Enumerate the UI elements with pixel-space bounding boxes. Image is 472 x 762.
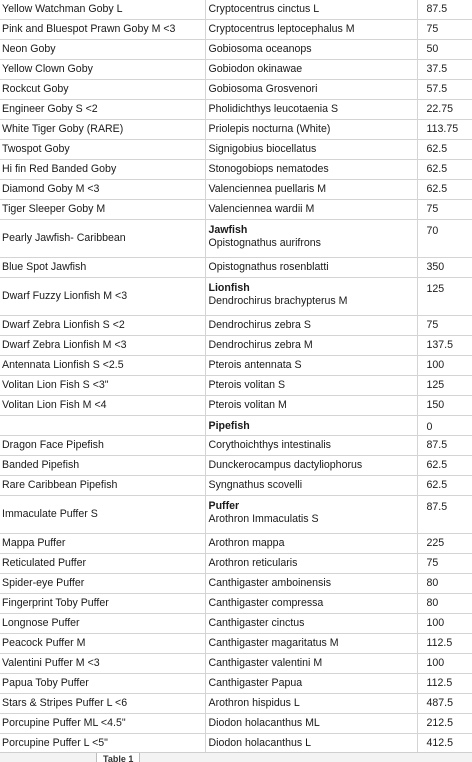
common-name-cell[interactable]: Pink and Bluespot Prawn Goby M <3 (0, 19, 205, 39)
table-row (0, 673, 472, 693)
scientific-name-cell[interactable]: Canthigaster compressa (205, 593, 417, 613)
common-name-cell[interactable]: Dwarf Fuzzy Lionfish M <3 (0, 277, 205, 315)
price-cell[interactable]: 487.5 (417, 693, 472, 713)
scientific-name-cell[interactable]: Pterois antennata S (205, 355, 417, 375)
table-row (0, 693, 472, 713)
common-name-cell[interactable]: Twospot Goby (0, 139, 205, 159)
common-name-cell[interactable]: Neon Goby (0, 39, 205, 59)
table-row (0, 277, 472, 315)
common-name-cell[interactable]: Mappa Puffer (0, 533, 205, 553)
table-row (0, 179, 472, 199)
price-cell[interactable]: 62.5 (417, 475, 472, 495)
table-row (0, 59, 472, 79)
price-cell[interactable]: 37.5 (417, 59, 472, 79)
price-cell[interactable]: 100 (417, 355, 472, 375)
table-row (0, 533, 472, 553)
table-row (0, 553, 472, 573)
price-cell[interactable]: 225 (417, 533, 472, 553)
common-name-cell[interactable]: Porcupine Puffer ML <4.5" (0, 713, 205, 733)
price-cell[interactable]: 87.5 (417, 0, 472, 19)
common-name-cell[interactable]: Blue Spot Jawfish (0, 257, 205, 277)
common-name-cell[interactable]: Pearly Jawfish- Caribbean (0, 219, 205, 257)
group-heading: Jawfish (208, 223, 248, 236)
common-name-cell[interactable]: Dragon Face Pipefish (0, 435, 205, 455)
common-name-cell[interactable]: Engineer Goby S <2 (0, 99, 205, 119)
scientific-name: Arothron Immaculatis S (208, 512, 319, 525)
scientific-name: Opistognathus aurifrons (208, 236, 321, 249)
price-cell[interactable]: 87.5 (417, 435, 472, 455)
price-cell[interactable]: 75 (417, 553, 472, 573)
common-name-cell[interactable]: Yellow Watchman Goby L (0, 0, 205, 19)
table-row (0, 633, 472, 653)
scientific-name-cell[interactable] (205, 415, 417, 435)
table-row (0, 613, 472, 633)
scientific-name-cell[interactable]: Canthigaster Papua (205, 673, 417, 693)
common-name-cell[interactable]: Porcupine Puffer L <5" (0, 733, 205, 753)
scientific-name-cell[interactable]: Gobiosoma oceanops (205, 39, 417, 59)
price-cell[interactable]: 412.5 (417, 733, 472, 753)
price-cell[interactable]: 75 (417, 199, 472, 219)
table-row (0, 415, 472, 435)
scientific-name-cell[interactable]: Canthigaster amboinensis (205, 573, 417, 593)
common-name-cell[interactable]: Reticulated Puffer (0, 553, 205, 573)
price-cell[interactable]: 350 (417, 257, 472, 277)
price-cell[interactable]: 70 (417, 219, 472, 257)
scientific-name: Dendrochirus brachypterus M (208, 294, 348, 307)
scientific-name-cell[interactable]: Corythoichthys intestinalis (205, 435, 417, 455)
scientific-name-cell[interactable]: Canthigaster valentini M (205, 653, 417, 673)
scientific-name-cell[interactable]: Gobiodon okinawae (205, 59, 417, 79)
price-cell[interactable]: 80 (417, 593, 472, 613)
group-heading: Puffer (208, 499, 240, 512)
table-row (0, 455, 472, 475)
price-cell[interactable]: 112.5 (417, 633, 472, 653)
common-name-cell[interactable]: Dwarf Zebra Lionfish S <2 (0, 315, 205, 335)
table-row (0, 395, 472, 415)
common-name-cell[interactable]: Banded Pipefish (0, 455, 205, 475)
price-cell[interactable]: 22.75 (417, 99, 472, 119)
table-row (0, 475, 472, 495)
common-name-cell[interactable]: Fingerprint Toby Puffer (0, 593, 205, 613)
table-row (0, 99, 472, 119)
scientific-name-cell[interactable]: Gobiosoma Grosvenori (205, 79, 417, 99)
price-cell[interactable]: 112.5 (417, 673, 472, 693)
price-cell[interactable]: 0 (417, 415, 472, 435)
table-row (0, 315, 472, 335)
table-row (0, 39, 472, 59)
price-cell[interactable]: 137.5 (417, 335, 472, 355)
scientific-name-cell[interactable]: Stonogobiops nematodes (205, 159, 417, 179)
common-name-cell[interactable]: Spider-eye Puffer (0, 573, 205, 593)
common-name-cell[interactable]: Antennata Lionfish S <2.5 (0, 355, 205, 375)
price-cell[interactable]: 75 (417, 315, 472, 335)
scientific-name-cell[interactable]: Cryptocentrus cinctus L (205, 0, 417, 19)
scientific-name-cell[interactable]: Dendrochirus zebra S (205, 315, 417, 335)
scientific-name-cell[interactable]: Pholidichthys leucotaenia S (205, 99, 417, 119)
scientific-name-cell[interactable] (205, 277, 417, 315)
table-row (0, 355, 472, 375)
group-heading: Pipefish (208, 419, 250, 432)
table-row (0, 139, 472, 159)
price-cell[interactable]: 150 (417, 395, 472, 415)
table-row (0, 335, 472, 355)
common-name-cell[interactable]: Volitan Lion Fish S <3" (0, 375, 205, 395)
scientific-name-cell[interactable]: Dendrochirus zebra M (205, 335, 417, 355)
scientific-name-cell[interactable]: Signigobius biocellatus (205, 139, 417, 159)
scientific-name-cell[interactable]: Arothron hispidus L (205, 693, 417, 713)
table-row (0, 119, 472, 139)
scientific-name-cell[interactable]: Arothron reticularis (205, 553, 417, 573)
price-cell[interactable]: 62.5 (417, 139, 472, 159)
scientific-name-cell[interactable]: Syngnathus scovelli (205, 475, 417, 495)
table-row (0, 0, 472, 19)
price-cell[interactable]: 100 (417, 653, 472, 673)
sheet-tab-table-1[interactable]: Table 1 (96, 753, 140, 762)
scientific-name-cell[interactable]: Cryptocentrus leptocephalus M (205, 19, 417, 39)
common-name-cell[interactable]: Hi fin Red Banded Goby (0, 159, 205, 179)
scientific-name-cell[interactable]: Dunckerocampus dactyliophorus (205, 455, 417, 475)
group-heading: Lionfish (208, 281, 250, 294)
scientific-name-cell[interactable]: Arothron mappa (205, 533, 417, 553)
scientific-name-cell[interactable]: Valenciennea wardii M (205, 199, 417, 219)
scientific-name-cell[interactable]: Canthigaster cinctus (205, 613, 417, 633)
table-row (0, 199, 472, 219)
price-cell[interactable]: 57.5 (417, 79, 472, 99)
price-cell[interactable]: 62.5 (417, 455, 472, 475)
common-name-cell[interactable]: Longnose Puffer (0, 613, 205, 633)
scientific-name-cell[interactable] (205, 219, 417, 257)
common-name-cell[interactable]: Tiger Sleeper Goby M (0, 199, 205, 219)
scientific-name-cell[interactable]: Opistognathus rosenblatti (205, 257, 417, 277)
price-cell[interactable]: 62.5 (417, 159, 472, 179)
scientific-name-cell[interactable]: Pterois volitan M (205, 395, 417, 415)
scientific-name-cell[interactable]: Valenciennea puellaris M (205, 179, 417, 199)
common-name-cell[interactable]: Valentini Puffer M <3 (0, 653, 205, 673)
price-cell[interactable]: 100 (417, 613, 472, 633)
price-cell[interactable]: 75 (417, 19, 472, 39)
price-cell[interactable]: 125 (417, 375, 472, 395)
table-row (0, 713, 472, 733)
common-name-cell[interactable]: Papua Toby Puffer (0, 673, 205, 693)
scientific-name-cell[interactable]: Priolepis nocturna (White) (205, 119, 417, 139)
price-cell[interactable]: 212.5 (417, 713, 472, 733)
common-name-cell[interactable]: Rockcut Goby (0, 79, 205, 99)
table-row (0, 19, 472, 39)
price-cell[interactable]: 80 (417, 573, 472, 593)
table-row (0, 435, 472, 455)
common-name-cell[interactable] (0, 415, 205, 435)
table-row (0, 219, 472, 257)
table-row (0, 79, 472, 99)
common-name-cell[interactable]: Dwarf Zebra Lionfish M <3 (0, 335, 205, 355)
table-row (0, 159, 472, 179)
price-cell[interactable]: 87.5 (417, 495, 472, 533)
common-name-cell[interactable]: Yellow Clown Goby (0, 59, 205, 79)
table-row (0, 653, 472, 673)
table-row (0, 375, 472, 395)
price-cell[interactable]: 50 (417, 39, 472, 59)
table-row (0, 593, 472, 613)
common-name-cell[interactable]: Volitan Lion Fish M <4 (0, 395, 205, 415)
common-name-cell[interactable]: Stars & Stripes Puffer L <6 (0, 693, 205, 713)
table-row (0, 573, 472, 593)
common-name-cell[interactable]: Rare Caribbean Pipefish (0, 475, 205, 495)
common-name-cell[interactable]: Peacock Puffer M (0, 633, 205, 653)
scientific-name-cell[interactable]: Diodon holacanthus L (205, 733, 417, 753)
table-row (0, 733, 472, 753)
scientific-name-cell[interactable]: Canthigaster magaritatus M (205, 633, 417, 653)
scientific-name-cell[interactable]: Diodon holacanthus ML (205, 713, 417, 733)
table-row (0, 257, 472, 277)
common-name-cell[interactable]: Immaculate Puffer S (0, 495, 205, 533)
table-row (0, 495, 472, 533)
price-cell[interactable]: 62.5 (417, 179, 472, 199)
price-cell[interactable]: 113.75 (417, 119, 472, 139)
common-name-cell[interactable]: Diamond Goby M <3 (0, 179, 205, 199)
scientific-name-cell[interactable] (205, 495, 417, 533)
common-name-cell[interactable]: White Tiger Goby (RARE) (0, 119, 205, 139)
price-cell[interactable]: 125 (417, 277, 472, 315)
scientific-name-cell[interactable]: Pterois volitan S (205, 375, 417, 395)
